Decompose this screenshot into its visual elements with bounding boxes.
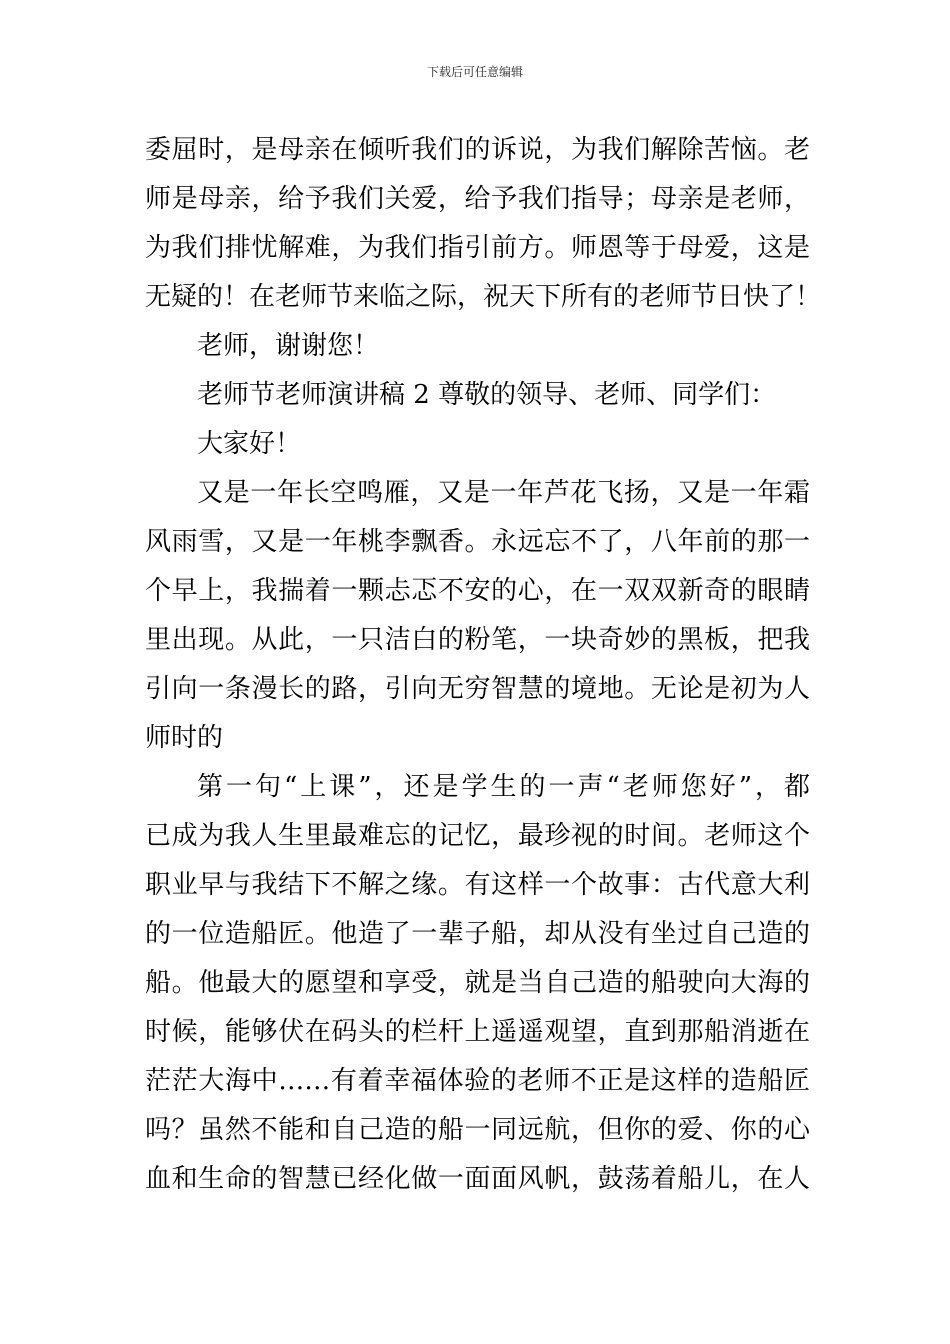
page-header: 下载后可任意编辑 <box>426 65 523 79</box>
text-line: 引向一条漫长的路，引向无穷智慧的境地。无论是初为人 <box>145 674 810 704</box>
text-line: 里出现。从此，一只洁白的粉笔，一块奇妙的黑板，把我 <box>145 625 810 655</box>
text-line: 师是母亲，给予我们关爱，给予我们指导；母亲是老师， <box>145 184 810 214</box>
text-line: 职业早与我结下不解之缘。有这样一个故事：古代意大利 <box>145 870 810 900</box>
text-line: 风雨雪，又是一年桃李飘香。永远忘不了，八年前的那一 <box>145 527 810 557</box>
text-line: 时候，能够伏在码头的栏杆上遥遥观望，直到那船消逝在 <box>145 1017 810 1047</box>
document-body <box>145 126 822 1204</box>
text-line: 又是一年长空鸣雁，又是一年芦花飞扬，又是一年霜 <box>197 478 810 508</box>
text-line: 已成为我人生里最难忘的记忆，最珍视的时间。老师这个 <box>145 821 810 851</box>
text-line: 大家好！ <box>197 429 302 459</box>
text-line: 委屈时，是母亲在倾听我们的诉说，为我们解除苦恼。老 <box>145 135 810 165</box>
text-line: 的一位造船匠。他造了一辈子船，却从没有坐过自己造的 <box>145 919 810 949</box>
text-line: 血和生命的智慧已经化做一面面风帆，鼓荡着船儿，在人 <box>145 1164 810 1194</box>
text-line: 老师，谢谢您！ <box>197 331 380 361</box>
text-line: 吗？虽然不能和自己造的船一同远航，但你的爱、你的心 <box>145 1115 810 1145</box>
text-line: 为我们排忧解难，为我们指引前方。师恩等于母爱，这是 <box>145 233 810 263</box>
text-line: 师时的 <box>145 723 224 753</box>
text-line: 个早上，我揣着一颗忐忑不安的心，在一双双新奇的眼睛 <box>145 576 810 606</box>
text-line: 无疑的！在老师节来临之际，祝天下所有的老师节日快了！ <box>145 282 822 312</box>
text-line: 老师节老师演讲稿 2 尊敬的领导、老师、同学们： <box>197 380 777 410</box>
text-line: 第一句“上课”，还是学生的一声“老师您好”，都 <box>197 772 810 802</box>
text-line: 茫茫大海中……有着幸福体验的老师不正是这样的造船匠 <box>145 1066 810 1096</box>
text-line: 船。他最大的愿望和享受，就是当自己造的船驶向大海的 <box>145 968 810 998</box>
